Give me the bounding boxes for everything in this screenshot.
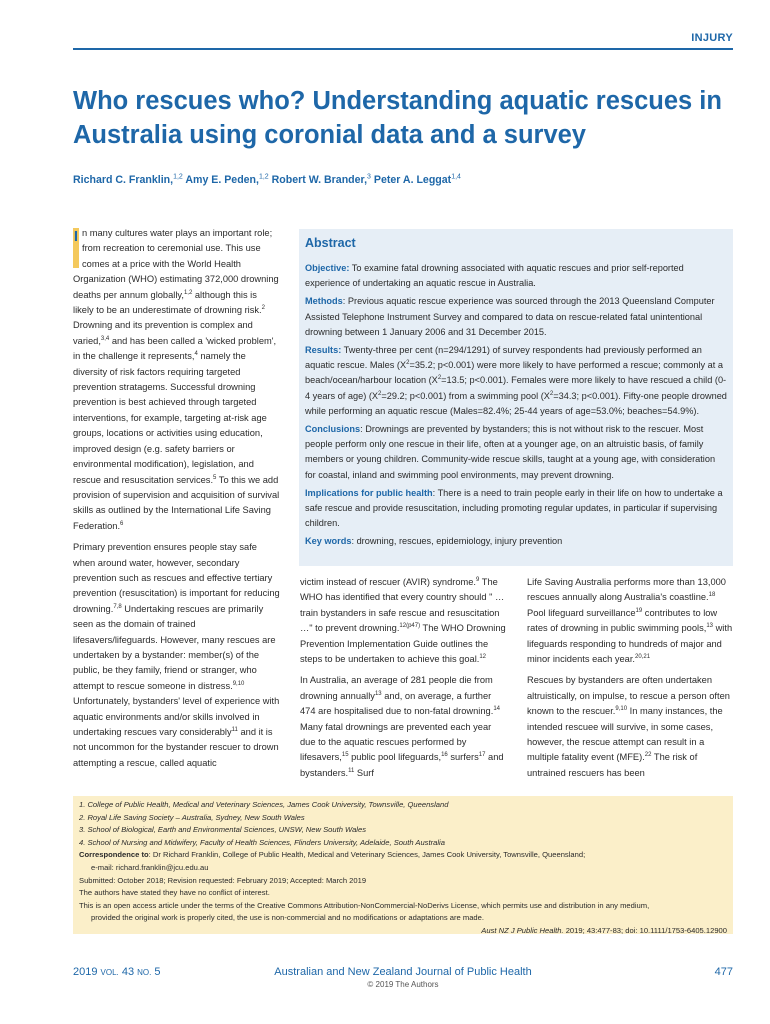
abstract-keywords: Key words: drowning, rescues, epidemiology, injury prevention — [305, 536, 563, 547]
submission-dates: Submitted: October 2018; Revision requested: February 2019; Accepted: March 2019 — [79, 875, 367, 885]
body-paragraph: In Australia, an average of 281 people die from drowning annually$^{13}$ and, on average, a further 474 are hospitalised due to non-fatal drowning.$^{14}$ Many fatal drownings are prevented each year due to the aquatic rescues performed by lifesavers,$^{15}$ public pool lifeguards,$^{16}$ surfers$^{17}$ and bystanders.$^{11}$ Surf — [300, 675, 504, 778]
affiliation: 2. Royal Life Saving Society – Australia, Sydney, New South Wales — [79, 812, 305, 822]
section-label: INJURY — [691, 32, 733, 44]
correspondence-email: e-mail: richard.franklin@jcu.edu.au — [91, 862, 209, 872]
body-column-2 — [300, 575, 507, 787]
affiliation: 3. School of Biological, Earth and Environmental Sciences, UNSW, New South Wales — [79, 825, 367, 835]
license-text: This is an open access article under the terms of the Creative Commons Attribution-NonCommercial-NoDerivs License, which permits use and distribution in any medium, — [79, 900, 650, 910]
abstract-results: Results: Twenty-three per cent (n=294/1291) of survey respondents had previously performed an aquatic rescue. Males ($X^2=35.2$; p<0.001) were more likely to have performed a rescue; commonly at a beach/ocean/harbour location ($X^2=13.5$; p<0.001). Females were more likely to have rescued a child (0-4 years of age) ($X^2=29.2$; p<0.001) from a swimming pool ($X^2=34.3$; p<0.001). Fifty-one people drowned while performing an aquatic rescue (Males=82.4%; 25-44 years of age=53.0%; beaches=54.9%). — [305, 345, 727, 416]
abstract-box — [299, 229, 733, 566]
author: Peter A. Leggat$^{1,4}$ — [373, 173, 461, 186]
abstract-methods: Methods: Previous aquatic rescue experience was sourced through the 2013 Queensland Computer Assisted Telephone Instrument Survey and compared to data on rescue-related fatal unintentional drowning between 1 January 2006 and 31 December 2015. — [305, 296, 715, 337]
body-column-3 — [527, 575, 733, 787]
abstract-conclusions: Conclusions: Drownings are prevented by bystanders; this is not without risk to the rescuer. Most people perform only one rescue in their life, often at a younger age, on an altruistic basis, of family members or young children. Community-wide rescue skills, taught at a young age, with consideration for coastal, inland and swimming pool environments, may prevent drowning. — [305, 424, 716, 480]
license-text: provided the original work is properly cited, the use is non-commercial and no modifications or adaptations are made. — [91, 913, 484, 923]
author: Robert W. Brander,$^3$ — [271, 173, 371, 186]
author: Richard C. Franklin,$^{1,2}$ — [73, 173, 183, 186]
journal-name: Australian and New Zealand Journal of Public Health — [274, 966, 532, 978]
author-list — [73, 173, 461, 186]
body-paragraph: victim instead of rescuer (AVIR) syndrome.$^9$ The WHO has identified that every country should " … train bystanders in safe rescue and resuscitation …" to prevent drowning.$^{12(p47)}$ The WHO Drowning Prevention Implementation Guide outlines the steps to be undertaken to achieve this goal.$^{12}$ — [300, 576, 506, 665]
body-paragraph: Rescues by bystanders are often undertaken altruistically, on impulse, to rescue a person often known to the rescuer.$^{9,10}$ In many instances, the intended rescuee will survive, in some cases, however, the rescue attempt can result in a multiple fatality event (MFE).$^{22}$ The risk of untrained rescuers has been — [527, 675, 730, 778]
affiliation: 4. School of Nursing and Midwifery, Faculty of Health Sciences, Flinders University, Adelaide, South Australia — [79, 837, 445, 847]
copyright: © 2019 The Authors — [367, 980, 439, 989]
author: Amy E. Peden,$^{1,2}$ — [185, 173, 269, 186]
drop-cap: I — [73, 228, 79, 268]
body-column-1 — [73, 226, 280, 777]
abstract-heading: Abstract — [305, 236, 356, 250]
citation: Aust NZ J Public Health. 2019; 43:477-83; doi: 10.1111/1753-6405.12900 — [481, 925, 727, 935]
page-number: 477 — [714, 966, 733, 978]
volume-info: 2019 VOL. 43 NO. 5 — [73, 966, 161, 978]
body-paragraph: Primary prevention ensures people stay safe when around water, however, secondary prevention such as rescues and effective tertiary prevention (resuscitation) is important for reducing drowning.$^{7,8}$ Undertaking rescues are primarily seen as the domain of trained lifesavers/lifeguards. However, many rescues are undertaken by a bystander: member(s) of the public, be they family, friend or stranger, who attempt to rescue someone in distress.$^{9,10}$ Unfortunately, bystanders' level of experience with aquatic environments and/or skills involved in undertaking rescues vary considerably$^{11}$ and it is not uncommon for the bystander rescuer to drown attempting a rescue, called aquatic — [73, 542, 280, 768]
footnotes-box — [73, 796, 733, 934]
article-title: Who rescues who? Understanding aquatic rescues in Australia using coronial data and a survey — [73, 87, 722, 149]
header-rule — [73, 30, 733, 50]
abstract-implications: Implications for public health: There is a need to train people early in their life on how to undertake a safe rescue and provide resuscitation, including promoting regular updates, in particular if supervising children. — [305, 487, 723, 529]
body-paragraph: Life Saving Australia performs more than 13,000 rescues annually along Australia's coastline.$^{18}$ Pool lifeguard surveillance$^{19}$ contributes to low rates of drowning in public swimming pools,$^{13}$ with lifeguards responding to hundreds of major and minor incidents each year.$^{20,21}$ — [527, 577, 733, 665]
correspondence: Correspondence to: Dr Richard Franklin, College of Public Health, Medical and Veterinary Sciences, James Cook University, Townsville, Queensland; — [79, 850, 586, 860]
abstract-objective: Objective: To examine fatal drowning associated with aquatic rescues and prior self-reported experience of undertaking an aquatic rescue in Australia. — [305, 263, 684, 289]
intro-paragraph: I n many cultures water plays an important role; from recreation to ceremonial use. This use comes at a price with the World Health Organization (WHO) estimating 372,000 drowning deaths per annum globally,$^{1,2}$ although this is likely to be an underestimate of drowning risk.$^2$ Drowning and its prevention is complex and varied,$^{3,4}$ and has been called a 'wicked problem', in the challenge it represents,$^4$ namely the diversity of risk factors requiring targeted prevention stratagems. Successful drowning prevention is best achieved through targeted interventions, for example, targeting at-risk age groups, locations or activities using education, improved design (e.g. safety barriers or environmental modification), legislation, and rescue and resuscitation services.$^5$ To this we add provision of supervision and acquisition of survival skills as outlined by the International Life Saving Federation.$^6$ — [73, 228, 280, 531]
affiliation: 1. College of Public Health, Medical and Veterinary Sciences, James Cook University, Townsville, Queensland — [79, 800, 449, 809]
conflict-statement: The authors have stated they have no conflict of interest. — [79, 888, 270, 898]
